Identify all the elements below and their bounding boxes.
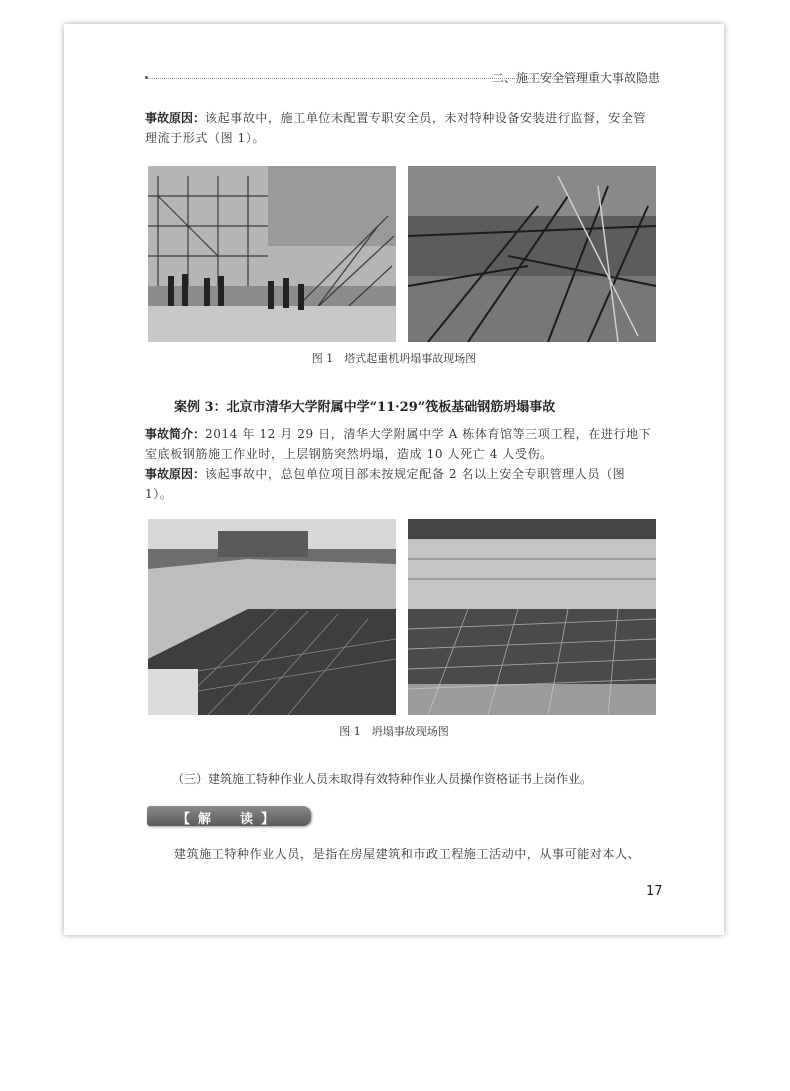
- paragraph-cause-1: [145, 108, 655, 148]
- intro-text: 2014 年 12 月 29 日，清华大学附属中学 A 栋体育馆等三项工程，在进行地下室底板钢筋施工作业时，上层钢筋突然坍塌，造成 10 人死亡 4 人受伤。: [145, 427, 652, 461]
- tower-crane-collapse-photo-left: [148, 166, 396, 342]
- figure1-caption: 图 1 塔式起重机坍塌事故现场图: [311, 352, 477, 365]
- tower-crane-collapse-photo-right: [408, 166, 656, 342]
- running-head: 二、施工安全管理重大事故隐患: [491, 71, 660, 85]
- rebar-collapse-photo-left: [148, 519, 396, 715]
- cause-text: 该起事故中，总包单位项目部未按规定配备 2 名以上安全专职管理人员（图 1）。: [145, 467, 626, 501]
- document-page: [64, 24, 724, 935]
- section-item-3: （三）建筑施工特种作业人员未取得有效特种作业人员操作资格证书上岗作业。: [172, 772, 593, 786]
- case3-title: 案例 3：北京市清华大学附属中学“11·29”筏板基础钢筋坍塌事故: [174, 400, 556, 415]
- cause-text: 该起事故中，施工单位未配置专职安全员，未对特种设备安装进行监督，安全管理流于形式（图 1）。: [145, 111, 647, 145]
- cause-label: 事故原因：: [145, 467, 206, 481]
- paragraph-interpretation: 建筑施工特种作业人员，是指在房屋建筑和市政工程施工活动中，从事可能对本人、: [174, 847, 641, 861]
- rebar-collapse-photo-right: [408, 519, 656, 715]
- cause-label: 事故原因：: [145, 111, 206, 125]
- interpretation-label: 【解 读】: [177, 812, 283, 827]
- paragraph-case3-cause: [145, 464, 655, 504]
- interpretation-banner: [147, 806, 311, 826]
- figure2-caption: 图 1 坍塌事故现场图: [339, 725, 449, 738]
- intro-label: 事故简介：: [145, 427, 206, 441]
- paragraph-case3-intro: [145, 424, 655, 464]
- page-number: 17: [646, 884, 663, 899]
